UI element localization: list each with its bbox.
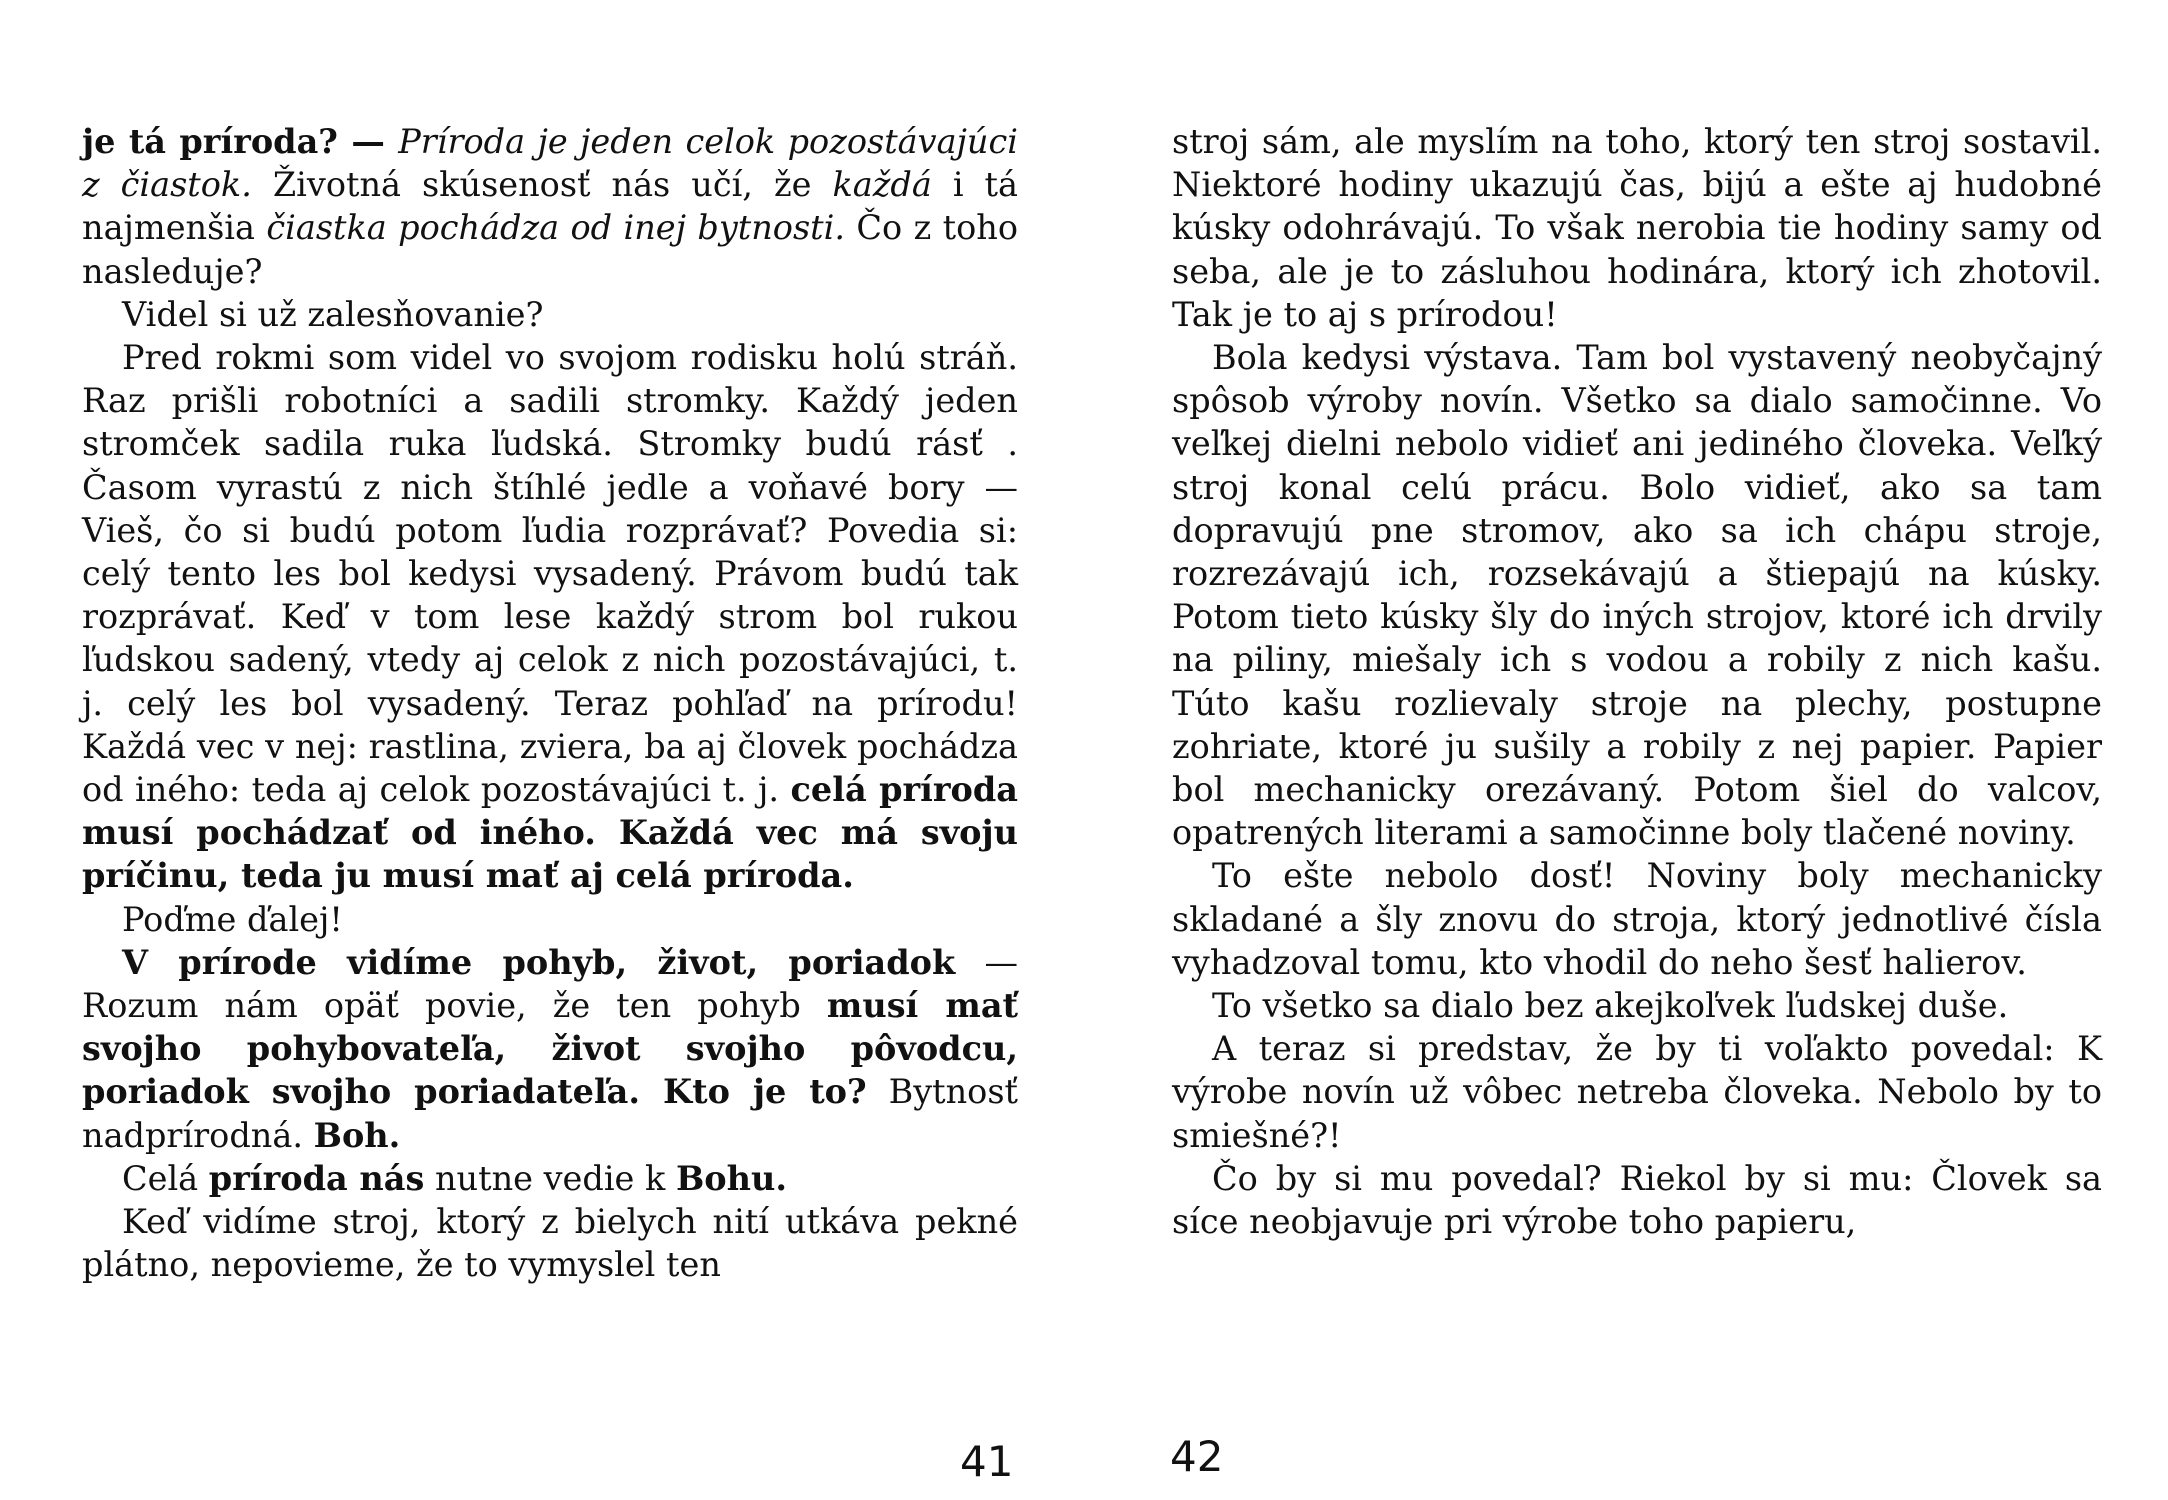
- text-run: Čo by si mu povedal? Riekol by si mu: Človek sa síce neobjavuje pri výrobe toho papieru,: [1172, 1158, 2102, 1242]
- paragraph: [1172, 984, 2102, 1027]
- italic-text: čiastka pochádza od inej bytnosti.: [266, 208, 845, 248]
- paragraph: [82, 1200, 1018, 1286]
- paragraph: [1172, 336, 2102, 854]
- paragraph: [82, 1157, 1018, 1200]
- bold-text: Boh.: [313, 1115, 401, 1155]
- paragraph: [82, 293, 1018, 336]
- text-run: i tá najmenšia: [82, 165, 1018, 248]
- left-page: [82, 120, 1018, 1286]
- right-page: [1172, 120, 2102, 1243]
- text-run: stroj sám, ale myslím na toho, ktorý ten stroj sostavil. Niektoré hodiny ukazujú čas, bijú a ešte aj hudobné kúsky odohrávajú. To však nerobia tie hodiny samy od seba, ale je to zásluhou hodinára, ktorý ich zhotovil. Tak je to aj s prírodou!: [1172, 122, 2102, 334]
- paragraph: [82, 336, 1018, 898]
- text-run: — Rozum nám opäť povie, že ten pohyb: [82, 942, 1019, 1026]
- text-run: A teraz si predstav, že by ti voľakto povedal: K výrobe novín už vôbec netreba človeka. Nebolo by to smiešné?!: [1172, 1029, 2102, 1155]
- paragraph: [82, 120, 1018, 293]
- paragraph: [1172, 120, 2102, 336]
- bold-text: celá príroda musí pochádzať od iného. Každá vec má svoju príčinu, teda ju musí mať aj celá príroda.: [82, 770, 1019, 896]
- text-run: Čo z toho nasleduje?: [82, 208, 1018, 291]
- bold-text: príroda nás: [208, 1158, 425, 1198]
- paragraph: [1172, 1027, 2102, 1157]
- text-run: To všetko sa dialo bez akejkoľvek ľudskej duše.: [1212, 986, 2009, 1026]
- paragraph: [1172, 854, 2102, 984]
- text-run: Celá: [122, 1158, 209, 1198]
- paragraph: [82, 941, 1018, 1157]
- text-run: Bola kedysi výstava. Tam bol vystavený neobyčajný spôsob výroby novín. Všetko sa dialo samočinne. Vo veľkej dielni nebolo vidieť ani jediného človeka. Veľký stroj konal celú prácu. Bolo vidieť, ako sa tam dopravujú pne stromov, ako sa ich chápu stroje, rozrezávajú ich, rozsekávajú a štiepajú na kúsky. Potom tieto kúsky šly do iných strojov, ktoré ich drvily na piliny, miešaly ich s vodou a robily z nich kašu. Túto kašu rozlievaly stroje na plechy, postupne zohriate, ktoré ju sušily a robily z nej papier. Papier bol mechanicky orezávaný. Potom šiel do valcov, opatrených literami a samočinne boly tlačené noviny.: [1172, 338, 2102, 853]
- text-run: To ešte nebolo dosť! Noviny boly mechanicky skladané a šly znovu do stroja, ktorý jednotlivé čísla vyhadzoval tomu, kto vhodil do neho šesť halierov.: [1172, 856, 2102, 982]
- text-run: Životná skúsenosť nás učí, že: [251, 165, 833, 205]
- text-run: Pred rokmi som videl vo svojom rodisku holú stráň. Raz prišli robotníci a sadili stromky. Každý jeden stromček sadila ruka ľudská. Stromky budú rásť . Časom vyrastú z nich štíhlé jedle a voňavé bory — Vieš, čo si budú potom ľudia rozprávať? Povedia si: celý tento les bol kedysi vysadený. Právom budú tak rozprávať. Keď v tom lese každý strom bol rukou ľudskou sadený, vtedy aj celok z nich pozostávajúci, t. j. celý les bol vysadený. Teraz pohľaď na prírodu! Každá vec v nej: rastlina, zviera, ba aj človek pochádza od iného: teda aj celok pozostávajúci t. j.: [82, 338, 1018, 810]
- bold-text: musí mať svojho pohybovateľa, život svojho pôvodcu, poriadok svojho poriadateľa. Kto je to?: [82, 986, 1018, 1112]
- text-run: Keď vidíme stroj, ktorý z bielych nití utkáva pekné plátno, nepovieme, že to vymyslel ten: [82, 1202, 1018, 1285]
- text-run: nutne vedie k: [424, 1158, 676, 1198]
- bold-text: je tá príroda? —: [82, 122, 399, 161]
- paragraph: [1172, 1157, 2102, 1243]
- text-run: Poďme ďalej!: [122, 899, 343, 939]
- bold-text: Bohu.: [675, 1158, 788, 1198]
- page-number-left: 41: [960, 1437, 1014, 1486]
- text-run: Bytnosť nadprírodná.: [82, 1072, 1018, 1155]
- text-run: Videl si už zalesňovanie?: [122, 294, 544, 334]
- bold-text: V prírode vidíme pohyb, život, poriadok: [122, 942, 956, 982]
- page-number-right: 42: [1170, 1432, 1224, 1481]
- italic-text: každá: [832, 165, 932, 205]
- paragraph: [82, 898, 1018, 941]
- italic-text: Príroda je jeden celok pozostávajúci z čiastok.: [82, 122, 1018, 205]
